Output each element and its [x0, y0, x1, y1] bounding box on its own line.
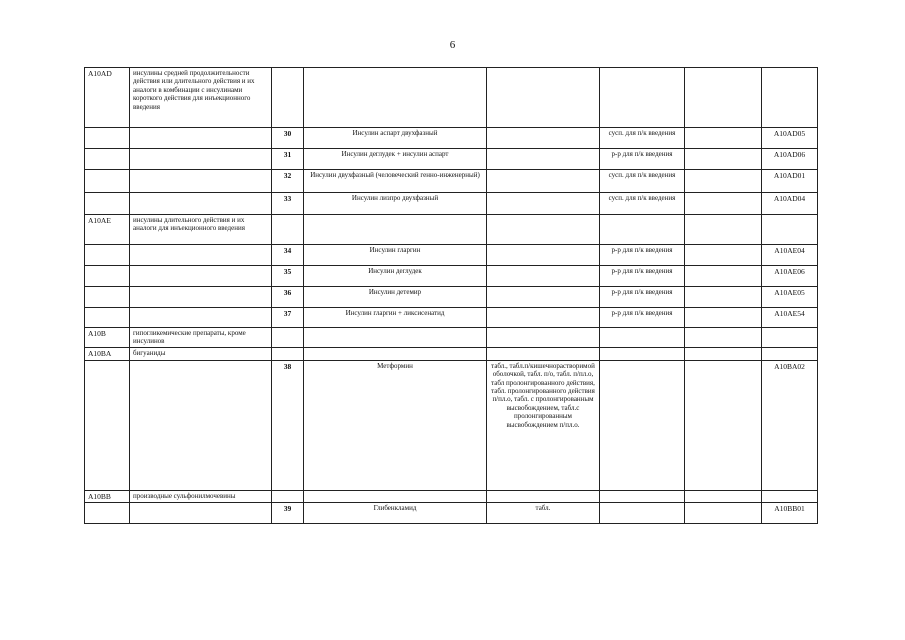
atc-group-code: A10BB [85, 490, 130, 502]
atc-code: A10AE05 [762, 287, 818, 308]
drug-name: Инсулин аспарт двухфазный [304, 128, 487, 149]
atc-group-code: A10BA [85, 347, 130, 360]
atc-group-description: гипогликемические препараты, кроме инсулинов [130, 328, 272, 348]
atc-code: A10AD04 [762, 193, 818, 215]
atc-code: A10BA02 [762, 360, 818, 490]
dosage-form: сусп. для п/к введения [600, 128, 685, 149]
drug-name: Инсулин деглудек [304, 266, 487, 287]
dosage-form: р-р для п/к введения [600, 266, 685, 287]
atc-group-code: A10B [85, 328, 130, 348]
drug-name: Инсулин лизпро двухфазный [304, 193, 487, 215]
dosage-form: сусп. для п/к введения [600, 193, 685, 215]
drug-name: Инсулин детемир [304, 287, 487, 308]
drug-name: Метформин [304, 360, 487, 490]
table-row [85, 149, 818, 170]
item-number: 30 [272, 128, 304, 149]
atc-code: A10AD05 [762, 128, 818, 149]
item-number: 32 [272, 170, 304, 193]
table-row [85, 308, 818, 328]
drug-name: Инсулин двухфазный (человеческий генно-инженерный) [304, 170, 487, 193]
item-number: 37 [272, 308, 304, 328]
table-row [85, 502, 818, 523]
dosage-form: р-р для п/к введения [600, 245, 685, 266]
drug-name: Инсулин деглудек + инсулин аспарт [304, 149, 487, 170]
drug-name: Инсулин гларгин [304, 245, 487, 266]
dosage-form: сусп. для п/к введения [600, 170, 685, 193]
item-number: 31 [272, 149, 304, 170]
table-row [85, 193, 818, 215]
atc-group-code: A10AD [85, 68, 130, 128]
atc-group-description: инсулины длительного действия и их аналоги для инъекционного введения [130, 215, 272, 245]
dosage-form: р-р для п/к введения [600, 149, 685, 170]
item-number: 39 [272, 502, 304, 523]
table-row [85, 215, 818, 245]
atc-code: A10AD06 [762, 149, 818, 170]
atc-group-code: A10AE [85, 215, 130, 245]
dosage-form: табл. [487, 502, 600, 523]
dosage-form: табл., табл.п/кишечнорастворимой оболочкой, табл. п/о, табл. п/пл.о, табл пролонгированного действия, табл. пролонгированного действия п/пл.о, табл. с пролонгированным высвобождением, табл.с пролонгированным высвобождением п/пл.о. [487, 360, 600, 490]
table-row [85, 266, 818, 287]
atc-group-description: бигуаниды [130, 347, 272, 360]
atc-code: A10AE06 [762, 266, 818, 287]
drug-name: Инсулин гларгин + ликсисенатид [304, 308, 487, 328]
item-number: 34 [272, 245, 304, 266]
table-row [85, 328, 818, 348]
item-number: 36 [272, 287, 304, 308]
atc-code: A10AE54 [762, 308, 818, 328]
table-row [85, 360, 818, 490]
atc-code: A10AD01 [762, 170, 818, 193]
table-row [85, 347, 818, 360]
page-number: 6 [449, 39, 456, 51]
atc-code: A10BB01 [762, 502, 818, 523]
table-row [85, 68, 818, 128]
atc-group-description: инсулины средней продолжительности действия или длительного действия и их аналоги в комбинации с инсулинами короткого действия для инъекционного введения [130, 68, 272, 128]
item-number: 35 [272, 266, 304, 287]
atc-group-description: производные сульфонилмочевины [130, 490, 272, 502]
item-number: 33 [272, 193, 304, 215]
drug-name: Глибенкламид [304, 502, 487, 523]
dosage-form: р-р для п/к введения [600, 308, 685, 328]
table-row [85, 490, 818, 502]
dosage-form: р-р для п/к введения [600, 287, 685, 308]
table-row [85, 128, 818, 149]
atc-code: A10AE04 [762, 245, 818, 266]
item-number: 38 [272, 360, 304, 490]
table-row [85, 245, 818, 266]
table-row [85, 170, 818, 193]
drug-list-table [84, 67, 818, 524]
table-row [85, 287, 818, 308]
